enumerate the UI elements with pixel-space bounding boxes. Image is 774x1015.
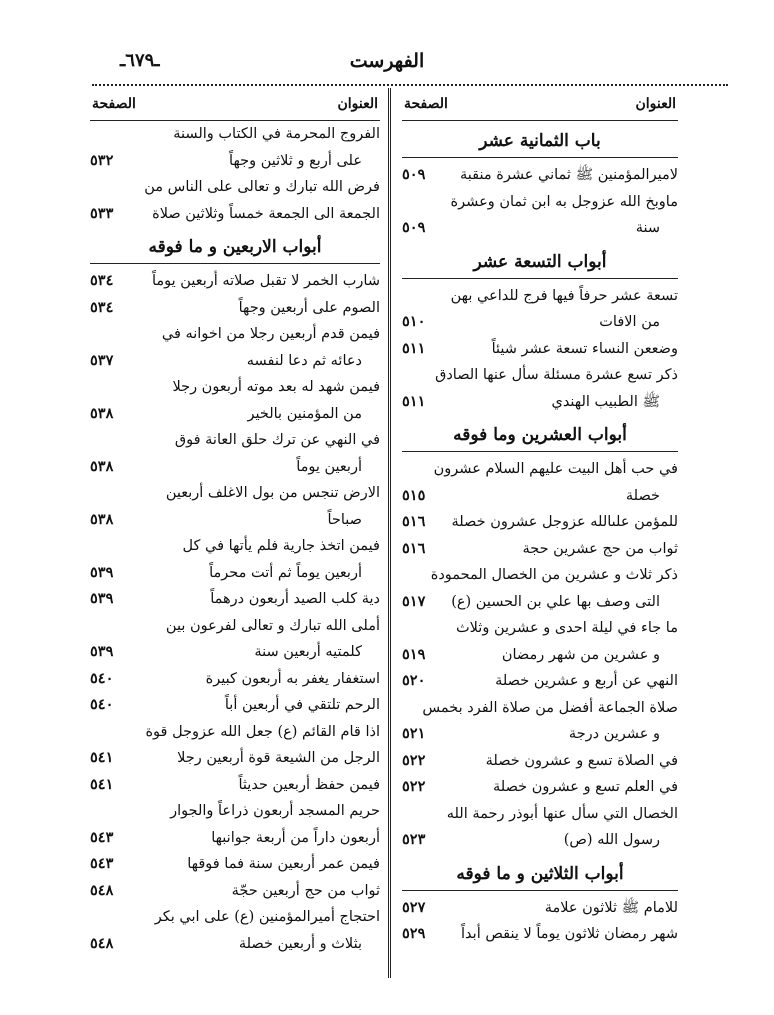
entry-title: من الافات	[599, 314, 660, 330]
entry-title: أملى الله تبارك و تعالى لفرعون بين	[165, 617, 380, 634]
entry-page-number: ٥١٦	[402, 513, 426, 530]
entry-title: التى وصف بها علي بن الحسين (ع)	[451, 593, 660, 610]
entry-page-number: ٥٤٠	[90, 669, 114, 687]
entry-page-number: ٥٣٨	[90, 404, 114, 422]
entry-page-number: ٥١٠	[402, 313, 426, 330]
entry-title: فيمن عمر أربعين سنة فما فوقها	[187, 856, 380, 872]
index-entry	[402, 801, 678, 828]
entry-title: خصلة	[625, 487, 660, 504]
entry-page-number: ٥١٧	[402, 592, 426, 610]
entry-page-number: ٥١٦	[402, 539, 426, 557]
entry-title: استغفار يغفر به أربعون كبيرة	[205, 670, 380, 687]
index-entry	[402, 642, 678, 669]
entry-page-number: ٥٣٣	[90, 204, 114, 222]
index-entry	[90, 825, 380, 852]
entry-title: و عشرين درجة	[568, 726, 660, 742]
index-entry	[402, 748, 678, 775]
entry-page-number: ٥١٥	[402, 486, 426, 504]
section-heading: باب الثمانية عشر	[402, 121, 678, 158]
entry-page-number: ٥٢٠	[402, 672, 426, 689]
index-entry	[90, 719, 380, 746]
entry-title: للامام ﷺ ثلاثون علامة	[544, 899, 678, 916]
entry-title: للمؤمن علىالله عزوجل عشرون خصلة	[451, 514, 678, 530]
index-entry	[90, 401, 380, 428]
index-entry	[402, 509, 678, 536]
entry-page-number: ٥١٩	[402, 645, 426, 663]
entry-title: اذا قام القائم (ع) جعل الله عزوجل قوة	[145, 723, 380, 740]
index-column-right	[402, 88, 678, 948]
entry-title: ثواب من حج عشرين حجة	[522, 540, 678, 557]
entry-page-number: ٥١١	[402, 339, 426, 357]
index-entry	[402, 536, 678, 563]
index-entry	[402, 362, 678, 389]
entry-title: الرجل من الشيعة قوة أربعين رجلا	[177, 750, 380, 766]
index-entry	[402, 668, 678, 695]
entry-page-number: ٥٣٩	[90, 563, 114, 581]
entry-title: في حب أهل البيت عليهم السلام عشرون	[433, 461, 678, 477]
entry-title: تسعة عشر حرفاً فيها فرج للداعي بهن	[450, 287, 678, 304]
entry-title: في الصلاة تسع و عشرون خصلة	[485, 752, 678, 769]
index-entry	[90, 174, 380, 201]
column-divider	[388, 88, 391, 978]
index-entry	[402, 895, 678, 922]
entry-title: ذكر ثلاث و عشرين من الخصال المحمودة	[430, 567, 678, 583]
column-body	[90, 121, 380, 957]
index-entry	[90, 201, 380, 228]
index-entry	[402, 589, 678, 616]
index-entry	[90, 772, 380, 799]
section-heading: أبواب التسعة عشر	[402, 242, 678, 279]
index-entry	[90, 348, 380, 375]
index-entry	[90, 121, 380, 148]
entry-title: لاميرالمؤمنين ﷺ ثماني عشرة منقبة	[459, 167, 678, 183]
entry-page-number: ٥٠٩	[402, 166, 426, 183]
entry-page-number: ٥٢١	[402, 725, 426, 742]
entry-title: في العلم تسع و عشرون خصلة	[493, 779, 678, 795]
index-entry	[90, 321, 380, 348]
index-entry	[90, 533, 380, 560]
entry-title: شارب الخمر لا تقبل صلاته أربعين يوماً	[151, 273, 380, 289]
header-divider	[92, 84, 728, 86]
entry-title: أربعين يوماً ثم أتت محرماً	[209, 564, 362, 581]
index-entry	[402, 483, 678, 510]
entry-page-number: ٥١١	[402, 392, 426, 410]
entry-page-number: ٥٢٧	[402, 898, 426, 916]
entry-title: حريم المسجد أربعون ذراعاً والجوار	[170, 803, 380, 819]
entry-title: أربعون داراً من أربعة جوانبها	[211, 829, 380, 846]
entry-title: الرحم تلتقي في أربعين أباً	[224, 697, 380, 713]
index-column-left	[90, 88, 380, 957]
entry-title: كلمتيه أربعين سنة	[254, 644, 362, 660]
entry-title: فرض الله تبارك و تعالى على الناس من	[144, 179, 380, 195]
index-entry	[90, 692, 380, 719]
entry-page-number: ٥٢٣	[402, 831, 426, 848]
column-body	[402, 121, 678, 948]
index-entry	[90, 666, 380, 693]
entry-page-number: ٥٢٢	[402, 751, 426, 769]
column-page-label: الصفحة	[404, 96, 448, 112]
index-entry	[402, 615, 678, 642]
entry-title: الارض تنجس من بول الاغلف أربعين	[165, 485, 380, 501]
index-entry	[90, 613, 380, 640]
index-entry	[402, 695, 678, 722]
index-entry	[402, 189, 678, 216]
entry-page-number: ٥٠٩	[402, 219, 426, 236]
index-entry	[402, 389, 678, 416]
index-entry	[402, 309, 678, 336]
section-heading: أبواب الثلاثين و ما فوقه	[402, 854, 678, 891]
index-entry	[402, 921, 678, 948]
entry-title: في النهي عن ترك حلق العانة فوق	[174, 432, 380, 448]
entry-page-number: ٥٣٤	[90, 298, 114, 316]
entry-title: سنة	[635, 220, 660, 236]
column-header	[90, 88, 380, 121]
entry-page-number: ٥٤١	[90, 749, 114, 766]
entry-title: دية كلب الصيد أربعون درهماً	[210, 591, 380, 607]
entry-title: فيمن اتخذ جارية فلم يأتها في كل	[182, 538, 380, 554]
entry-title: رسول الله (ص)	[563, 832, 660, 848]
entry-title: صباحاً	[327, 511, 362, 528]
index-entry	[90, 295, 380, 322]
index-entry	[90, 507, 380, 534]
entry-page-number: ٥٣٩	[90, 643, 114, 660]
page-title: الفهرست	[349, 50, 425, 72]
index-entry	[402, 456, 678, 483]
index-entry	[90, 148, 380, 175]
entry-title: الجمعة الى الجمعة خمساً وثلاثين صلاة	[152, 205, 380, 222]
index-entry	[90, 427, 380, 454]
entry-page-number: ٥٣٧	[90, 351, 114, 369]
entry-title: ما جاء في ليلة احدى و عشرين وثلاث	[456, 620, 678, 636]
entry-title: فيمن حفظ أربعين حديثاً	[238, 776, 380, 793]
index-entry	[402, 827, 678, 854]
entry-title: ﷺ الطبيب الهندي	[551, 393, 660, 410]
entry-page-number: ٥٣٨	[90, 457, 114, 475]
entry-page-number: ٥٢٩	[402, 925, 426, 942]
entry-page-number: ٥٤٣	[90, 828, 114, 846]
entry-page-number: ٥٤٣	[90, 855, 114, 872]
entry-page-number: ٥٢٢	[402, 778, 426, 795]
entry-page-number: ٥٤٨	[90, 881, 114, 899]
entry-page-number: ٥٤٠	[90, 696, 114, 713]
entry-page-number: ٥٣٢	[90, 151, 114, 169]
entry-title: شهر رمضان ثلاثون يوماً لا ينقص أبداً	[461, 926, 678, 942]
index-entry	[90, 851, 380, 878]
index-entry	[90, 798, 380, 825]
entry-page-number: ٥٣٩	[90, 590, 114, 607]
entry-title: الصوم على أربعين وجهاً	[238, 299, 380, 316]
index-entry	[402, 215, 678, 242]
page-header	[0, 0, 774, 82]
column-page-label: الصفحة	[92, 96, 136, 112]
entry-title: أربعين يوماً	[296, 458, 362, 475]
entry-title: ذكر تسع عشرة مسئلة سأل عنها الصادق	[435, 367, 678, 383]
index-entry	[90, 586, 380, 613]
index-entry	[402, 562, 678, 589]
index-entry	[90, 878, 380, 905]
section-heading: أبواب العشرين وما فوقه	[402, 415, 678, 452]
entry-page-number: ٥٣٤	[90, 272, 114, 289]
entry-title: من المؤمنين بالخير	[247, 405, 362, 422]
index-entry	[402, 162, 678, 189]
entry-title: فيمن شهد له بعد موته أربعون رجلا	[172, 379, 380, 395]
index-entry	[402, 774, 678, 801]
index-entry	[90, 374, 380, 401]
entry-title: بثلاث و أربعين خصلة	[238, 935, 362, 952]
page-number: ـ٦٧٩ـ	[120, 50, 160, 71]
index-entry	[90, 480, 380, 507]
entry-title: و عشرين من شهر رمضان	[501, 646, 660, 663]
entry-page-number: ٥٣٨	[90, 510, 114, 528]
section-heading: أبواب الاربعين و ما فوقه	[90, 227, 380, 264]
entry-title: دعائه ثم دعا لنفسه	[246, 352, 362, 369]
index-entry	[90, 904, 380, 931]
index-entry	[402, 721, 678, 748]
index-entry	[90, 931, 380, 958]
index-entry	[90, 560, 380, 587]
entry-title: ثواب من حج أربعين حجّة	[231, 882, 380, 899]
index-entry	[402, 336, 678, 363]
entry-title: الخصال التي سأل عنها أبوذر رحمة الله	[446, 805, 678, 822]
entry-title: صلاة الجماعة أفضل من صلاة الفرد بخمس	[422, 699, 678, 716]
index-entry	[90, 639, 380, 666]
entry-title: ماوبخ الله عزوجل به ابن ثمان وعشرة	[450, 193, 678, 210]
index-entry	[402, 283, 678, 310]
entry-title: على أربع و ثلاثين وجهاً	[229, 152, 362, 169]
entry-title: النهي عن أربع و عشرين خصلة	[495, 673, 678, 689]
entry-page-number: ٥٤٨	[90, 934, 114, 952]
column-header	[402, 88, 678, 121]
index-entry	[90, 268, 380, 295]
column-title-label: العنوان	[337, 96, 378, 112]
column-title-label: العنوان	[635, 96, 676, 112]
entry-page-number: ٥٤١	[90, 775, 114, 793]
entry-title: احتجاج أميرالمؤمنين (ع) على ابي بكر	[154, 909, 380, 925]
index-entry	[90, 454, 380, 481]
entry-title: الفروج المحرمة في الكتاب والسنة	[173, 126, 380, 142]
index-entry	[90, 745, 380, 772]
entry-title: فيمن قدم أربعين رجلا من اخوانه في	[161, 326, 380, 342]
entry-title: وضععن النساء تسعة عشر شيئاً	[491, 340, 678, 357]
